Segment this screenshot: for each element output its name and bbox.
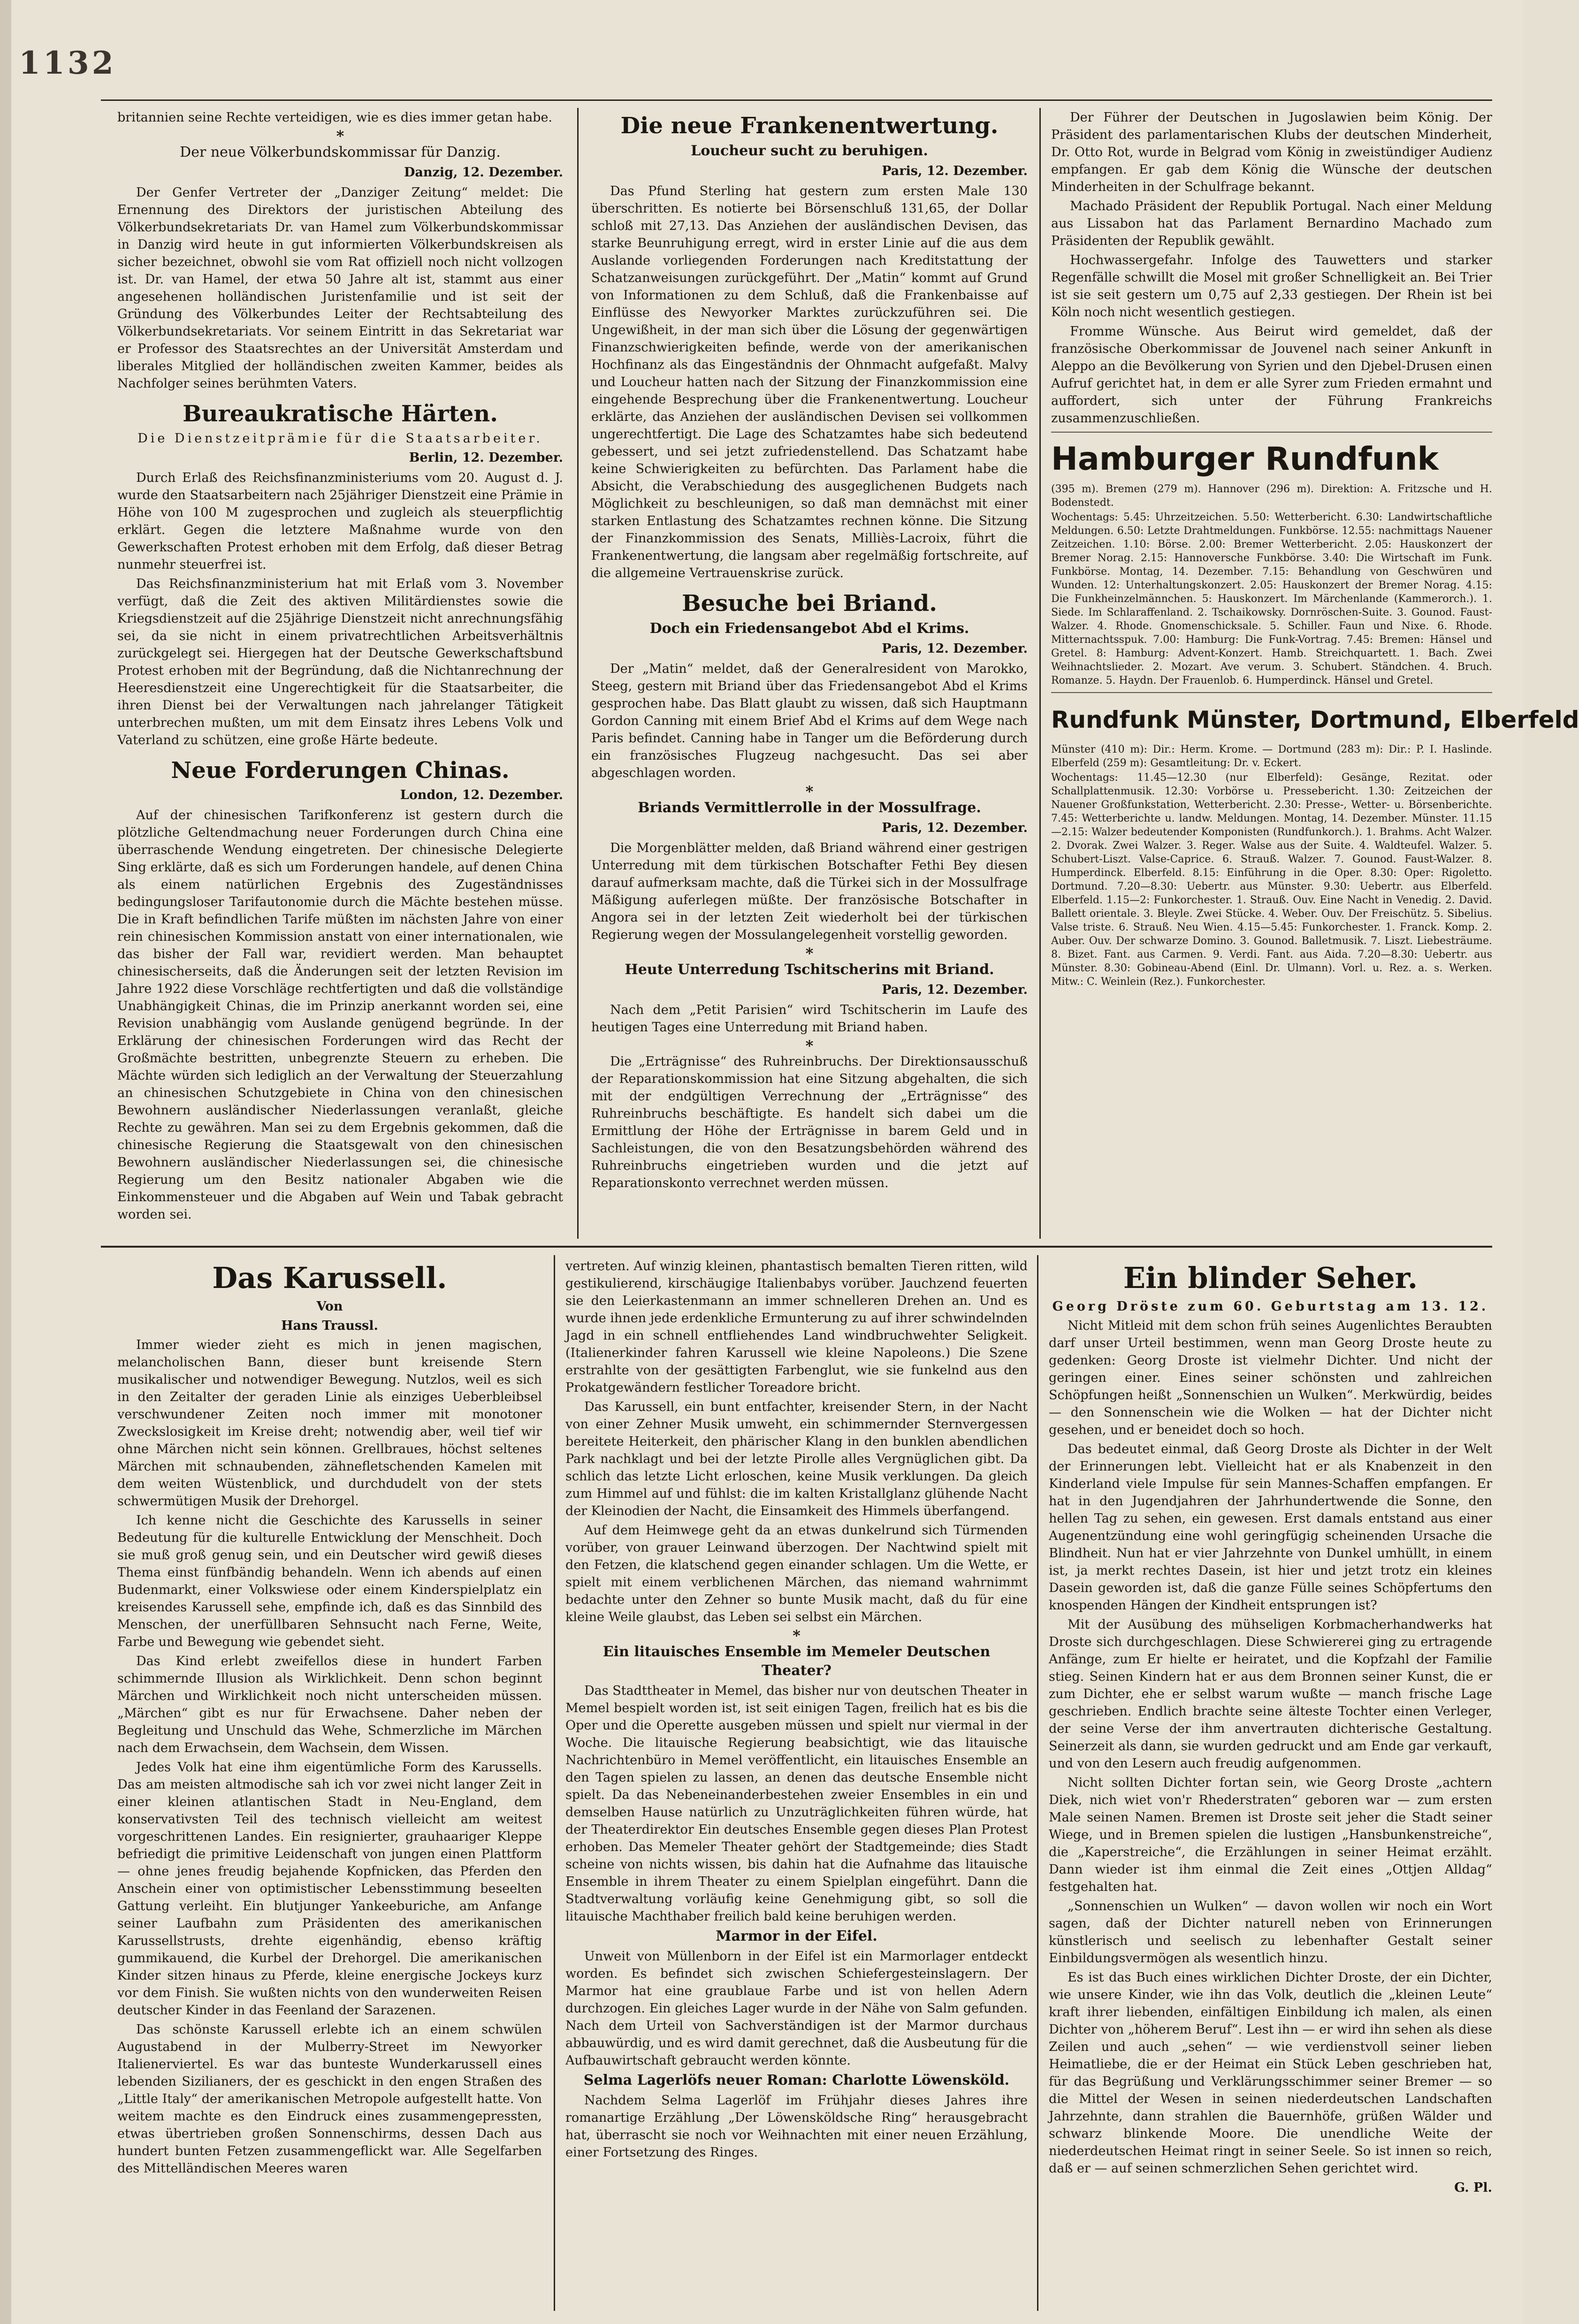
tschitscherin-dateline: Paris, 12. Dezember. <box>882 983 1028 997</box>
franken-dateline: Paris, 12. Dezember. <box>882 164 1028 178</box>
separator-star: * <box>336 127 344 145</box>
danzig-text: Der Genfer Vertreter der „Danziger Zeitung“ meldet: Die Ernennung des Direktors der juristischen Abteilung des Völkerbundsekretariats Dr. van Hamel zum Völkerbundskommissar in Danzig wird heute in gut informierten Völkerbundskreisen als sicher bezeichnet, obwohl sie vom Rat offiziell noch nicht vollzogen ist. Dr. van Hamel, der etwa 50 Jahre alt ist, stammt aus einer angesehenen holländischen Juristenfamilie und ist seit der Gründung des Völkerbundes Leiter der Rechtsabteilung des Völkerbundsekretariats. Vor seinem Eintritt in das Sekretariat war er Professor des Staatsrechtes an der Universität Amsterdam und liberales Mitglied der holländischen zweiten Kammer, beides als Nachfolger seines berühmten Vaters. <box>117 185 563 391</box>
column-3 <box>1051 109 1579 1240</box>
top-rule <box>101 99 1492 101</box>
portugal-text: Machado Präsident der Republik Portugal. Nach einer Meldung aus Lissabon hat das Parlament Bernardino Machado zum Präsidenten der Republik gewählt. <box>1051 199 1492 248</box>
briand-headline: Besuche bei Briand. <box>682 590 937 617</box>
karussell-continued-column <box>565 1257 1028 2311</box>
muenster-radio-name: Rundfunk Münster, Dortmund, Elberfeld <box>1051 706 1579 733</box>
franken-subtitle: Loucheur sucht zu beruhigen. <box>691 143 928 159</box>
seher-paragraph-3: Mit der Ausübung des mühseligen Korbmacherhandwerks hat Droste sich durchgeschlagen. Diese Schwiererei ging zu ertragende Anfänge, zum Er hielte er heiratet, und die Kopfzahl der Familie stieg. Seinen Kindern hat er aus dem Bronnen seiner Kunst, die er zum Dichter, ehe er selbst warum wußte — manch frische Lage geschrieben. Endlich brachte seine älteste Tochter einen Verleger, der seine Verse der ihm anvertrauten dichterische Gestaltung. Seinerzeit als dann, sie wurden gedruckt und am Ende gar verkauft, und von den Lesern auch freudig aufgenommen. <box>1049 1617 1492 1771</box>
column-rule-1 <box>577 108 579 1239</box>
seher-subtitle: Georg Dröste zum 60. Geburtstag am 13. 12. <box>1052 1299 1489 1314</box>
karussell-cont-paragraph-1: vertreten. Auf winzig kleinen, phantastisch bemalten Tieren ritten, wild gestikulierend, kirschäugige Italienbabys vorüber. Jauchzend feuerten sie den Leierkastenmann an immer schnelleren Drehen an. Und es wurde ihnen jede erdenkliche Ermunterung zu auf ihrer schwindelnden Jagd in ein schnell entfliehendes Land windbruchwehter Seligkeit. (Italienerkinder fahren Karussell wie kleine Napoleons.) Die Szene erstrahlte von der gesättigten Farbenglut, wie sie funkelnd aus den Prokatgewändern festlicher Toreadore bricht. <box>565 1259 1028 1395</box>
karussell-von: Von <box>316 1299 343 1314</box>
hamburg-radio-title <box>1051 439 1492 480</box>
danzig-dateline: Danzig, 12. Dezember. <box>404 165 563 180</box>
hochwasser-text: Hochwassergefahr. Infolge des Tauwetters und starker Regenfälle schwillt die Mosel mit großer Schnelligkeit an. Bei Trier ist sie seit gestern um 0,75 auf 2,33 gestiegen. Der Rhein ist bei Köln noch nicht wesentlich gestiegen. <box>1051 253 1492 320</box>
tschitscherin-text: Nach dem „Petit Parisien“ wird Tschitscherin im Laufe des heutigen Tages eine Unterredung mit Briand haben. <box>591 1003 1028 1035</box>
bureau-dateline: Berlin, 12. Dezember. <box>409 450 563 465</box>
scan-edge <box>0 0 11 2324</box>
mossul-dateline: Paris, 12. Dezember. <box>882 821 1028 835</box>
karussell-paragraph-4: Jedes Volk hat eine ihm eigentümliche Form des Karussells. Das am meisten altmodische sah ich vor zwei nicht langer Zeit in einer kleinen atlantischen Stadt in Neu-England, dem konservativsten Teil des technisch vielleicht am weitest vorgeschrittenen Landes. Ein resignierter, grauhaariger Kleppe befriedigt die primitive Leidenschaft von jungen einen Plattform — ohne jenes freudig bejahende Kopfnicken, das Pferden den Anschein einer von optimistischer Lebensstimmung beseelten Gattung verleiht. Ein blutjunger Yankeeburiche, am Anfange seiner Laufbahn zum Präsidenten des amerikanischen Karussellstrusts, drehte eigenhändig, ebenso kräftig gummikauend, die Kurbel der Drehorgel. Die amerikanischen Kinder sitzen hinaus zu Pferde, kleine energische Jockeys kurz vor dem Finish. Sie wußten nichts von den wunderweiten Reisen deutscher Kinder in das Feenland der Sarazenen. <box>117 1760 542 2018</box>
bureau-subtitle: Die Dienstzeitprämie für die Staatsarbeiter. <box>137 431 543 446</box>
briand-text: Der „Matin“ meldet, daß der Generalresident von Marokko, Steeg, gestern mit Briand über das Friedensangebot Abd el Krims gesprochen habe. Das Blatt glaubt zu wissen, daß sich Hauptmann Gordon Canning mit einem Brief Abd el Krims auf dem Wege nach Paris befindet. Canning habe in Tanger um die Beförderung durch ein französisches Flugzeug nachgesucht. Das sei aber abgeschlagen worden. <box>591 662 1028 780</box>
china-headline: Neue Forderungen Chinas. <box>171 757 510 784</box>
ruhr-text: Die „Erträgnisse“ des Ruhreinbruchs. Der Direktionsausschuß der Reparationskommission hat eine Sitzung abgehalten, die sich mit der endgültigen Verrechnung der „Erträgnisse“ des Ruhreinbruchs beschäftigte. Es handelt sich dabei um die Ermittlung der Höhe der Erträgnisse in barem Geld und in Sachleistungen, die von den Besatzungsbehörden während des Ruhreinbruchs eingetrieben wurden und die jetzt auf Reparationskonto verrechnet werden müssen. <box>591 1054 1028 1190</box>
bureau-headline: Bureaukratische Härten. <box>183 401 498 427</box>
muenster-radio-program <box>1051 743 1492 989</box>
bureau-paragraph-2: Das Reichsfinanzministerium hat mit Erlaß vom 3. November verfügt, daß die Zeit des aktiven Militärdienstes sowie die Kriegsdienstzeit auf die 25jährige Dienstzeit nicht anrechnungsfähig sei, da sie nicht in einem privatrechtlichen Arbeitsverhältnis zurückgelegt sei. Hiergegen hat der Deutsche Gewerkschaftsbund Protest erhoben mit der Begründung, daß die Nichtanrechnung der Heeresdienstzeit eine Ungerechtigkeit für die Staatsarbeiter, die ihren Dienst bei der Verwaltungen nach jahrelanger Tätigkeit unterbrechen mußten, um mit dem Einsatz ihres Lebens Volk und Vaterland zu schützen, eine große Härte bedeute. <box>117 577 563 747</box>
lagerlof-title: Selma Lagerlöfs neuer Roman: Charlotte Löwensköld. <box>583 2072 1010 2088</box>
tschitscherin-title: Heute Unterredung Tschitscherins mit Briand. <box>625 961 994 978</box>
karussell-cont-paragraph-2: Das Karussell, ein bunt entfachter, kreisender Stern, in der Nacht von einer Zehner Musik umweht, ein schimmernder Sternvergessen bereitete Heiterkeit, den phärischer Klang in den bunklen abendlichen Park nachklagt und bei der letzte Pirolle alles Vergnüglichen gibt. Da schlich das letzte Licht erloschen, keine Musik verklungen. Da gleich zum Himmel auf und fühlst: die im kalten Kristallglanz glühende Nacht der Kleinodien der Nacht, die Einsamkeit des Himmels überfangend. <box>565 1400 1028 1518</box>
separator-star: * <box>805 783 814 800</box>
marmor-text: Unweit von Müllenborn in der Eifel ist ein Marmorlager entdeckt worden. Es befindet sich zwischen Schiefergesteinslagern. Der Marmor hat eine graublaue Farbe und ist von hellen Adern durchzogen. Ein gleiches Lager wurde in der Nähe von Salm gefunden. Nach dem Urteil von Sachverständigen ist der Marmor durchaus abbauwürdig, und es wird damit gerechnet, daß die Ausbeutung für die Aufbauwirtschaft gebraucht werden könnte. <box>565 1949 1028 2068</box>
seher-paragraph-1: Nicht Mitleid mit dem schon früh seines Augenlichtes Beraubten darf unser Urteil bestimmen, wenn man Georg Droste heute zu gedenken: Georg Droste ist vielmehr Dichter. Und nicht der geringen einer. Eines seiner schönsten und zahlreichen Schöpfungen heißt „Sonnenschien un Wulken“. Merkwürdig, beides — den Sonnenschein wie die Wolken — hat der Dichter nicht gesehen, und er beneidet doch so hoch. <box>1049 1318 1492 1437</box>
franken-text: Das Pfund Sterling hat gestern zum ersten Male 130 überschritten. Es notierte bei Börsenschluß 131,65, der Dollar schloß mit 27,13. Das Anziehen der ausländischen Devisen, das starke Beunruhigung erregt, wird in erster Linie auf die aus dem Auslande vorliegenden Forderungen nach Kreditstattung der Schatzanweisungen zurückgeführt. Der „Matin“ kommt auf Grund von Informationen zu dem Schluß, daß die Frankenbaisse auf Einflüsse des Newyorker Marktes zurückzuführen sei. Die Ungewißheit, in der man sich über die Lösung der gegenwärtigen Finanzschwierigkeiten befinde, werde von der amerikanischen Hochfinanz als das Eingeständnis der Ohnmacht aufgefaßt. Malvy und Loucheur hatten nach der Sitzung der Finanzkommission eine eingehende Besprechung über die Frankenentwertung. Loucheur erklärte, das Anziehen der ausländischen Devisen sei vollkommen ungerechtfertigt. Die Lage des Schatzamtes habe sich bedeutend gebessert, und sei jetzt zufriedenstellend. Das Schatzamt habe keine Schwierigkeiten zu befürchten. Das Parlament habe die Absicht, die Verabschiedung des ausgeglichenen Budgets nach Möglichkeit zu beschleunigen, so daß man demnächst mit einer starken Entlastung des Schatzamtes rechnen könne. Die Sitzung der Finanzkommission des Senats, Milliès-Lacroix, führt die Frankenentwertung, die langsam aber regelmäßig fortschreite, auf die allgemeine Vertrauenskrise zurück. <box>591 184 1028 580</box>
karussell-author: Hans Traussl. <box>281 1318 378 1333</box>
column-rule-4 <box>1037 1255 1038 2311</box>
karussell-paragraph-3: Das Kind erlebt zweifellos diese in hundert Farben schimmernde Illusion als Wirklichkeit. Denn schon beginnt Märchen und Wirklichkeit noch nicht unterscheiden müssen. „Märchen“ gibt es nur für Erwachsene. Daher neben der Begleitung und Unschuld das Wehe, Schmerzliche im Märchen nach dem Erwachsein, dem Wachsein, dem Wissen. <box>117 1654 542 1755</box>
mossul-text: Die Morgenblätter melden, daß Briand während einer gestrigen Unterredung mit dem türkischen Botschafter Fethi Bey diesen darauf aufmerksam machte, daß die Türkei sich in der Mossulfrage Mäßigung auferlegen müßte. Der französische Botschafter in Angora sei in der letzten Zeit wiederholt bei der türkischen Regierung wegen der Mossulangelegenheit vorstellig geworden. <box>591 841 1028 942</box>
seher-signature: G. Pl. <box>1454 2180 1492 2195</box>
seher-paragraph-4: Nicht sollten Dichter fortan sein, wie Georg Droste „achtern Diek, nich wiet von'r Rhederstraten“ geboren war — zum ersten Male seinen Namen. Bremen ist Droste seit jeher die Stadt seiner Wiege, und in Bremen spielen die lustigen „Hansbunkenstreiche“, die „Kaperstreiche“, die Erzählungen in seiner Heimat erzählt. Dann wieder ist ihm einmal die Zeit eines „Ottjen Alldag“ festgehalten hat. <box>1049 1775 1492 1894</box>
separator-star: * <box>805 945 814 962</box>
hamburg-radio-extra: (395 m). Bremen (279 m). Hannover (296 m). Direktion: A. Fritzsche und H. Bodenstedt. <box>1051 483 1492 509</box>
karussell-column <box>117 1257 542 2311</box>
separator-star: * <box>805 1037 814 1055</box>
muenster-radio-text: Wochentags: 11.45—12.30 (nur Elberfeld): Gesänge, Rezitat. oder Schallplattenmusik. 12.30: Vorbörse u. Pressebericht. 1.30: Zeitzeichen der Nauener Großfunkstation, Wetterbericht. 2.30: Presse-, Wetter- u. Börsenberichte. 7.45: Wetterberichte u. landw. Meldungen. Montag, 14. Dezember. Münster. 11.15—2.15: Walzer bedeutender Komponisten (Rundfunkorch.). 1. Brahms. Acht Walzer. 2. Dvorak. Zwei Walzer. 3. Reger. Walse aus der Suite. 4. Waldteufel. Walzer. 5. Schubert-Liszt. Valse-Caprice. 6. Strauß. Walzer. 7. Gounod. Faust-Walzer. 8. Humperdinck. Elberfeld. 8.15: Einführung in die Oper. 8.30: Oper: Rigoletto. Dortmund. 7.20—8.30: Uebertr. aus Münster. 9.30: Uebertr. aus Elberfeld. Elberfeld. 1.15—2: Funkorchester. 1. Strauß. Ouv. Eine Nacht in Venedig. 2. David. Ballett orientale. 3. Bleyle. Zwei Stücke. 4. Weber. Ouv. Der Freischütz. 5. Sibelius. Valse triste. 6. Strauß. Neu Wien. 4.15—5.45: Funkorchester. 1. Franck. Komp. 2. Auber. Ouv. Der schwarze Domino. 3. Gounod. Balletmusik. 7. Liszt. Liebesträume. 8. Bizet. Fant. aus Carmen. 9. Verdi. Fant. aus Aida. 7.20—8.30: Uebertr. aus Münster. 8.30: Gobineau-Abend (Einl. Dr. Ulmann). Vorl. u. Rez. a. s. Werken. Mitw.: C. Weinlein (Rez.). Funkorchester. <box>1051 772 1492 988</box>
china-dateline: London, 12. Dezember. <box>400 788 563 802</box>
karussell-paragraph-5: Das schönste Karussell erlebte ich an einem schwülen Augustabend in der Mulberry-Street im Newyorker Italienerviertel. Es war das bunteste Wunderkarussell eines lebenden Sizilianers, der es geschickt in den engen Straßen des „Little Italy“ der amerikanischen Metropole aufgestellt hatte. Von weitem machte es den Eindruck eines zusammengepressten, etwas übertrieben großen Sonnenschirms, dessen Dach aus hundert bunten Fetzen zusammengeflickt war. Alle Segelfarben des Mittelländischen Meeres waren <box>117 2022 542 2176</box>
karussell-headline: Das Karussell. <box>212 1261 447 1295</box>
column-2 <box>591 109 1028 1240</box>
muenster-radio-title <box>1051 700 1579 740</box>
seher-paragraph-5: „Sonnenschien un Wulken“ — davon wollen wir noch ein Wort sagen, daß der Dichter naturell neben von Erinnerungen künstlerisch und seelisch zu lebenhafter Gestalt seiner Einbildungsvermögen als wesentlich hinzu. <box>1049 1899 1492 1966</box>
memel-title: Ein litauisches Ensemble im Memeler Deutschen Theater? <box>603 1644 991 1679</box>
franken-headline: Die neue Frankenentwertung. <box>620 113 999 139</box>
section-divider <box>101 1246 1492 1248</box>
column-1 <box>117 109 563 1240</box>
intro-paragraph: britannien seine Rechte verteidigen, wie es dies immer getan habe. <box>117 110 553 125</box>
separator-star: * <box>793 1627 801 1645</box>
hamburg-radio-program <box>1051 482 1492 687</box>
radio-divider <box>1051 692 1492 693</box>
column-rule-3 <box>554 1255 555 2311</box>
seher-paragraph-2: Das bedeutet einmal, daß Georg Droste als Dichter in der Welt der Erinnerungen lebt. Vielleicht hat er als Knabenzeit in den Kinderland viele Impulse für sein Mannes-Schaffen empfangen. Er hat in den Jugendjahren der Jahrhundertwende die Sonne, den hellen Tag zu sehen, ein gewesen. Erst damals entstand aus einer Augenentzündung eine wohl geringfügig scheinenden Ursache die Blindheit. Nun hat er vier Jahrzehnte von Dunkel umhüllt, in einem ist, ja merkt rechtes Dasein, ist hier und jetzt trotz ein kleines Dasein geworden ist, daß die ganze Fülle seines Schöpfertums den knospenden Hängen der Kindheit entsprungen ist? <box>1049 1442 1492 1613</box>
briand-subtitle: Doch ein Friedensangebot Abd el Krims. <box>649 620 969 637</box>
seher-headline: Ein blinder Seher. <box>1123 1261 1418 1295</box>
bureau-paragraph-1: Durch Erlaß des Reichsfinanzministeriums vom 20. August d. J. wurde den Staatsarbeitern nach 25jähriger Dienstzeit eine Prämie in Höhe von 100 M zugesprochen und zugleich als steuerpflichtig erklärt. Gegen die letztere Maßnahme wurde von den Gewerkschaften Protest erhoben mit dem Erfolg, daß dieser Betrag nunmehr steuerfrei ist. <box>117 471 563 572</box>
fromme-wuensche-text: Fromme Wünsche. Aus Beirut wird gemeldet, daß der französische Oberkommissar de Jouvenel nach seiner Ankunft in Aleppo an die Bevölkerung von Syrien und den Djebel-Drusen einen Aufruf gerichtet hat, in dem er alle Syrer zum Frieden ermahnt und auffordert, sich unter der Führung Frankreichs zusammenzuschließen. <box>1051 324 1492 426</box>
china-paragraph-1: Auf der chinesischen Tarifkonferenz ist gestern durch die plötzliche Geltendmachung neuer Forderungen durch China eine überraschende Wendung eingetreten. Der chinesische Delegierte Sing erklärte, daß es sich um Forderungen handele, auf denen China als einem natürlichen Ergebnis des Zugeständnisses bedingungsloser Tarifautonomie durch die Mächte bestehen müsse. Die in Kraft befindlichen Tarife müßten im nächsten Jahre von einer rein chinesischen Kommission anstatt von einer internationalen, wie das bisher der Fall war, revidiert werden. Man behauptet chinesischerseits, daß die Änderungen seit der letzten Revision im Jahre 1922 diese Vorschläge rechtfertigten und daß die vollständige Unabhängigkeit Chinas, die im Prinzip anerkannt worden sei, eine Revision unabhängig vom Auslande genügend begründe. In der Erklärung der chinesischen Forderungen wird das Recht der Großmächte bestritten, unbegrenzte Steuern zu erheben. Die Mächte würden sich lediglich an der Verwaltung der Steuerzahlung an chinesischen Schutzgebiete in China von den chinesischen Bewohnern ausländischer Niederlassungen veranlaßt, gleiche Rechte zu gewähren. Man sei zu dem Ergebnis gekommen, daß die chinesische Regierung die Staatsgewalt von den chinesischen Bewohnern ausländischer Niederlassungen sei, die chinesische Regierung um den Besitz nationaler Abgaben wie die Einkommensteuer und die Abgaben auf Wein und Tabak gebracht worden sei. <box>117 808 563 1222</box>
radio-divider <box>1051 432 1492 433</box>
seher-paragraph-6: Es ist das Buch eines wirklichen Dichter Droste, der ein Dichter, wie unsere Kinder, wie ihn das Volk, deutlich die „kleinen Leute“ kraft ihrer liebenden, einfältigen Einbildung ich malen, als einen Dichter von „höherem Beruf“. Lest ihn — er wird ihn sehen als diese Zeilen und auch „sehen“ — wie verdienstvoll seiner lieben Heimatliebe, die er der Heimat ein Stück Leben geschrieben hat, für das Begrüßung und Verklärungsschimmer seiner Bremer — so die Mittel der Wesen in seinen niederdeutschen Landschaften Jahrzehnte, dann strahlen die Bauernhöfe, grüßen Wälder und schwarz blinkende Moore. Die unendliche Weite der niederdeutschen Heimat ringt in seiner Seele. So ist innen so reich, daß er — auf seinen schmerzlichen Sehen gerichtet wird. <box>1049 1970 1492 2176</box>
mossul-title: Briands Vermittlerrolle in der Mossulfrage. <box>638 800 981 816</box>
karussell-paragraph-1: Immer wieder zieht es mich in jenen magischen, melancholischen Bann, dieser bunt kreisende Stern musikalischer und notwendiger Bewegung. Nutzlos, weil es sich in den Zeitalter der geraden Linie als einziges Ueberbleibsel verschwundener Zeiten noch immer mit monotoner Zweckslosigkeit im Kreise dreht; notwendig aber, weil tief wir ohne Märchen nicht sein können. Grellbraues, höchst seltenes Märchen mit schnaubenden, zähnefletschenden Kamelen mit dem weiten Wüstenblick, und durchdudelt von der stets schwermütigen Musik der Drehorgel. <box>117 1338 542 1509</box>
page-number: 1132 <box>19 45 116 81</box>
seher-column <box>1049 1257 1492 2311</box>
hamburg-radio-text: Wochentags: 5.45: Uhrzeitzeichen. 5.50: Wetterbericht. 6.30: Landwirtschaftliche Meldungen. 6.50: Letzte Drahtmeldungen. Funkbörse. 12.55: nachmittags Nauener Zeitzeichen. 1.10: Börse. 2.00: Bremer Wetterbericht. 2.05: Hauskonzert der Bremer Norag. 2.15: Hannoversche Funkbörse. 3.40: Die Wirtschaft im Funk. Funkbörse. Montag, 14. Dezember. 7.15: Behandlung von Geschwüren und Wunden. 12: Unterhaltungskonzert. 2.05: Hauskonzert der Bremer Norag. 4.15: Die Funkheinzelmännchen. 5: Hauskonzert. Im Märchenlande (Kammerorch.). 1. Siede. Im Schlaraffenland. 2. Tschaikowsky. Dornröschen-Suite. 3. Gounod. Faust-Walzer. 4. Rhode. Gnomenschicksale. 5. Schiller. Faun und Nixe. 6. Rhode. Mitternachtsspuk. 7.00: Hamburg: Die Funk-Vortrag. 7.45: Bremen: Hänsel und Gretel. 8: Hamburg: Advent-Konzert. Hamb. Streichquartett. 1. Bach. Zwei Weihnachtslieder. 2. Mozart. Ave verum. 3. Schubert. Ständchen. 4. Bruch. Romanze. 5. Haydn. Der Frauenlob. 6. Humperdinck. Hänsel und Gretel. <box>1051 511 1492 686</box>
briand-dateline: Paris, 12. Dezember. <box>882 641 1028 656</box>
muenster-radio-extra: Münster (410 m): Dir.: Herm. Krome. — Dortmund (283 m): Dir.: P. I. Haslinde. Elberfeld (259 m): Gesamtleitung: Dr. v. Eckert. <box>1051 744 1492 769</box>
marmor-title: Marmor in der Eifel. <box>716 1928 877 1944</box>
hamburg-radio-name: Hamburger Rundfunk <box>1051 441 1439 478</box>
karussell-cont-paragraph-3: Auf dem Heimwege geht da an etwas dunkelrund sich Türmenden vorüber, von grauer Leinwand überzogen. Der Nachtwind spielt mit den Fetzen, die klatschend gegen einander schlagen. Um die Wette, er spielt mit einem verblichenen Märchen, das niemand wahrnimmt bedachte unter den Zehner so bunte Musik macht, daß du für eine kleine Weile glaubst, das Leben sei selbst ein Märchen. <box>565 1523 1028 1624</box>
danzig-title: Der neue Völkerbundskommissar für Danzig. <box>180 144 501 160</box>
karussell-paragraph-2: Ich kenne nicht die Geschichte des Karussells in seiner Bedeutung für die kulturelle Entwicklung der Menschheit. Doch sie muß groß genug sein, und ein Deutscher wird gewiß dieses Thema einst fünfbändig behandeln. Wenn ich abends auf einen Budenmarkt, einer Volkswiese oder einem Kinderspielplatz ein kreisendes Karussell sehe, empfinde ich, daß es das Sinnbild des Menschen, der unerfüllbaren Sehnsucht nach Ferne, Weite, Farbe und Bewegung wie gebendet sieht. <box>117 1513 542 1649</box>
column-rule-2 <box>1039 108 1041 1239</box>
jugoslawien-text: Der Führer der Deutschen in Jugoslawien beim König. Der Präsident des parlamentarischen Klubs der deutschen Minderheit, Dr. Otto Rot, wurde in Belgrad vom König in zweistündiger Audienz empfangen. Er gab dem König die Wünsche der deutschen Minderheiten in der Schulfrage bekannt. <box>1051 110 1492 194</box>
memel-text: Das Stadttheater in Memel, das bisher nur von deutschen Theater in Memel bespielt worden ist, ist seit einigen Tagen, freilich hat es bis die Oper und die Operette ausgeben müssen und spielt nur viermal in der Woche. Die litauische Regierung beabsichtigt, wie das litauische Nachrichtenbüro in Memel veröffentlicht, ein litauisches Ensemble an den Tagen spielen zu lassen, an denen das deutsche Ensemble nicht spielt. Da das Nebeneinanderbestehen zweier Ensembles in ein und demselben Hause natürlich zu Unzuträglichkeiten führen würde, hat der Theaterdirektor Ein deutsches Ensemble gegen dieses Plan Protest erhoben. Das Memeler Theater gehört der Stadtgemeinde; dies Stadt scheine von nichts wissen, bis dahin hat die Aufnahme das litauische Ensemble in ihrem Theater zu einem Spielplan eingeführt. Dann die Stadtverwaltung vorläufig keine Genehmigung gibt, so soll die litauische Machthaber freilich bald keine beruhigen werden. <box>565 1684 1028 1924</box>
lagerlof-text: Nachdem Selma Lagerlöf im Frühjahr dieses Jahres ihre romanartige Erzählung „Der Löwensköldsche Ring“ herausgebracht hat, überrascht sie noch vor Weihnachten mit einer neuen Erzählung, einer Fortsetzung des Ringes. <box>565 2093 1028 2160</box>
